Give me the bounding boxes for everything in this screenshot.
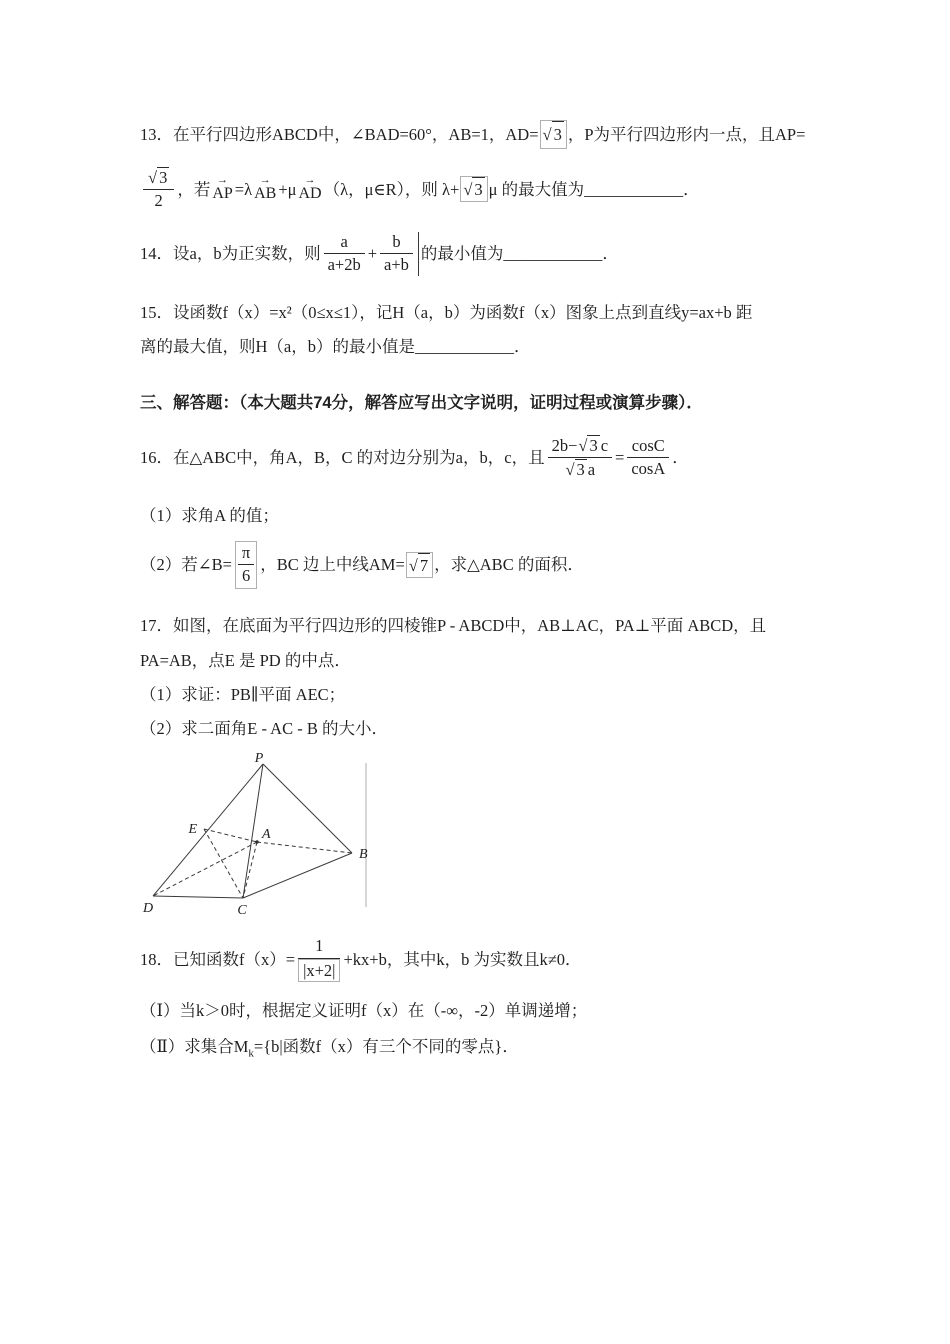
sqrt-3-boxed: [540, 120, 567, 149]
fraction-denominator: 6: [241, 566, 251, 586]
section-title: 三、解答题：（本大题共74分，解答应写出文字说明，证明过程或演算步骤）．: [140, 394, 703, 413]
vector-arrow-icon: →: [304, 174, 316, 187]
plus-sign: +: [367, 244, 378, 264]
fraction-b-over-a-plus-b: [380, 232, 413, 276]
fraction-numerator: b: [380, 232, 413, 255]
radical-icon: √: [148, 167, 158, 187]
problem-17-line-1: [140, 613, 816, 639]
problem-16-text: 16．在△ABC中，角A，B，C 的对边分别为a，b，c，且: [140, 448, 545, 468]
section-3-header: [140, 391, 816, 417]
problem-18-text: （Ⅰ）当k＞0时，根据定义证明f（x）在（-∞，-2）单调递增；: [140, 1001, 588, 1021]
radical-icon: √: [542, 125, 552, 144]
problem-15-text: 离的最大值，则H（a，b）的最小值是: [140, 336, 415, 356]
problem-13-line-2: [140, 167, 816, 212]
problem-18-text: +kx+b，其中k，b 为实数且k≠0．: [343, 949, 582, 969]
subscript-k: k: [248, 1047, 254, 1060]
radical-icon: √: [578, 435, 588, 455]
fraction-a-over-a-plus-2b: [324, 232, 365, 276]
problem-17-text: PA=AB，点E 是 PD 的中点．: [140, 651, 351, 671]
problem-16-text: ，BC 边上中线AM=: [260, 555, 405, 575]
fraction-numerator: [548, 435, 612, 459]
figure-label-C: C: [237, 903, 247, 919]
page-content: [140, 120, 816, 1062]
answer-blank: ____________: [503, 244, 603, 264]
numerator-text: c: [600, 435, 609, 455]
full-stop: ．: [514, 336, 531, 356]
problem-13-text: =λ: [234, 179, 253, 199]
problem-17-q2: [140, 716, 816, 742]
fraction-1-over-abs-x-plus-2: [298, 936, 340, 982]
radicand: 3: [589, 435, 598, 455]
equals-sign: =: [615, 448, 625, 468]
fraction-numerator: 1: [298, 936, 340, 959]
problem-18-q1: [140, 998, 816, 1024]
problem-18-text: ={b|函数f（x）有三个不同的零点}．: [253, 1036, 519, 1056]
problem-16-q1: [140, 503, 816, 529]
vector-AP: [212, 176, 232, 202]
problem-13-line-1: [140, 120, 816, 149]
problem-14: [140, 232, 816, 276]
problem-16-text: （2）若∠B=: [140, 555, 232, 575]
radical-icon: √: [565, 460, 575, 480]
vector-name: AP: [212, 185, 233, 203]
pyramid-figure: [140, 753, 816, 930]
sqrt-7-boxed: [406, 552, 433, 578]
problem-16-text: ，求△ABC 的面积．: [434, 555, 584, 575]
sqrt-3-boxed: [460, 176, 487, 202]
problem-13-text: 13．在平行四边形ABCD中，∠BAD=60°，AB=1，AD=: [140, 125, 539, 144]
fraction-2b-minus-sqrt3c-over-sqrt3a: [548, 435, 612, 481]
radicand: 3: [159, 167, 168, 187]
vector-name: AB: [254, 185, 277, 203]
radicand: 3: [552, 121, 564, 148]
answer-blank: ____________: [584, 179, 684, 199]
full-stop: ．: [672, 448, 689, 468]
radical-icon: √: [463, 180, 473, 200]
problem-18-q2: [140, 1034, 816, 1062]
fraction-denominator: a+2b: [327, 255, 361, 275]
problem-17-text: 17．如图，在底面为平行四边形的四棱锥P - ABCD中，AB⊥AC，PA⊥平面 ABCD，且: [140, 615, 767, 635]
vector-arrow-icon: →: [217, 174, 229, 187]
problem-17-q1: [140, 682, 816, 708]
sqrt-3: [148, 167, 169, 189]
problem-16-text: （1）求角A 的值；: [140, 506, 279, 525]
radical-icon: √: [408, 555, 418, 575]
fraction-denominator: cosA: [631, 459, 666, 479]
pyramid-diagram: [140, 753, 410, 925]
problem-13-text: +μ: [278, 179, 297, 199]
vector-AD: [298, 176, 321, 202]
sqrt-3: [578, 435, 599, 457]
fraction-cosC-over-cosA: [627, 436, 669, 480]
answer-blank: ____________: [415, 336, 514, 356]
problem-18-intro: [140, 936, 816, 982]
problem-17-text: （1）求证：PB∥平面 AEC；: [140, 684, 346, 704]
full-stop: ．: [602, 244, 619, 264]
problem-18-text: （Ⅱ）求集合M: [140, 1036, 249, 1056]
fraction-sqrt3-over-2: [143, 167, 174, 212]
fraction-pi-over-6-boxed: [235, 541, 257, 589]
fraction-numerator: π: [238, 543, 254, 566]
problem-13-text: μ 的最大值为: [488, 179, 585, 199]
problem-14-text: 14．设a，b为正实数，则: [140, 244, 321, 264]
fraction-numerator: a: [324, 232, 365, 255]
fraction-denominator: 2: [154, 191, 163, 211]
problem-16-intro: [140, 435, 816, 481]
vector-AB: [254, 176, 276, 202]
fraction-denominator-boxed: |x+2|: [298, 959, 340, 983]
radicand: 3: [472, 177, 484, 201]
figure-label-B: B: [359, 847, 368, 863]
fraction-denominator: a+b: [384, 255, 409, 275]
radicand: 7: [418, 553, 430, 577]
problem-13-text: ，P为平行四边形内一点，且AP=: [567, 125, 806, 144]
figure-label-P: P: [254, 753, 264, 767]
denominator-text: a: [587, 460, 596, 480]
full-stop: ．: [683, 179, 700, 199]
problem-15-line-2: [140, 334, 816, 360]
fraction-denominator: [548, 458, 612, 481]
artifact-vertical-line: [418, 232, 419, 276]
fraction-numerator: cosC: [627, 436, 669, 459]
problem-17-line-2: [140, 648, 816, 674]
figure-label-E: E: [188, 822, 197, 838]
problem-15-text: 15．设函数f（x）=x²（0≤x≤1），记H（a，b）为函数f（x）图象上点到直线y=ax+b 距: [140, 303, 753, 323]
radicand: 3: [576, 460, 585, 480]
numerator-text: 2b−: [551, 435, 578, 455]
figure-label-D: D: [142, 901, 154, 917]
problem-18-text: 18．已知函数f（x）=: [140, 949, 296, 969]
fraction-numerator: [143, 167, 174, 191]
problem-16-q2: [140, 541, 816, 589]
figure-label-A: A: [262, 827, 271, 843]
problem-17-text: （2）求二面角E - AC - B 的大小．: [140, 718, 388, 738]
problem-15-line-1: [140, 300, 816, 326]
problem-14-text: 的最小值为: [420, 244, 504, 264]
vector-name: AD: [298, 185, 322, 203]
sqrt-3: [565, 459, 586, 481]
point-A-dot: [255, 840, 258, 843]
vector-arrow-icon: →: [259, 174, 271, 187]
problem-13-text: （λ，μ∈R），则 λ+: [323, 179, 460, 199]
problem-13-text: ，若: [177, 179, 211, 199]
